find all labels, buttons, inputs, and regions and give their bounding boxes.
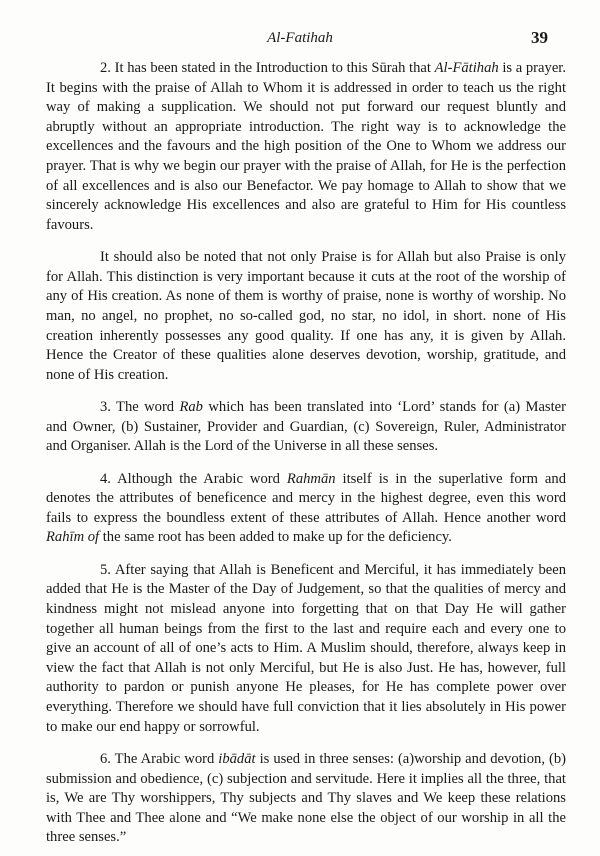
italic-term: ibādāt	[218, 750, 256, 767]
italic-term: Rahmān	[286, 470, 336, 487]
text-segment: 3. The word	[100, 399, 180, 416]
paragraph-day-of-judgement	[46, 561, 566, 737]
page-header	[0, 30, 600, 50]
body-text	[46, 59, 566, 848]
paragraph-praise-only-for-allah	[46, 248, 566, 385]
running-title: Al-Fatihah	[267, 30, 333, 46]
page-number: 39	[531, 28, 548, 47]
text-segment: itself is in the superlative form and denotes the attributes of beneficence and mercy in the highest degree, even this word fails to express the boundless extent of these attributes of Allah. Hence another word	[46, 470, 566, 526]
italic-term: Rahīm of	[46, 529, 100, 546]
paragraph-ibadat	[46, 750, 566, 848]
text-segment: 6. The Arabic word	[100, 750, 219, 767]
paragraph-rab	[46, 398, 566, 457]
text-segment: the same root has been added to make up for the deficiency.	[99, 529, 452, 546]
text-segment: It should also be noted that not only Praise is for Allah but also Praise is only for Allah. This distinction is very important because it cuts at the root of the worship of any of His creation. As none of them is worthy of praise, none is worthy of worship. No man, no angel, no prophet, no so-called god, no star, no idol, in short. none of His creation inherently possesses any good quality. If one has any, it is given by Allah. Hence the Creator of these qualities alone deserves devotion, worship, gratitude, and none of His creation.	[46, 249, 566, 383]
paragraph-praise-prayer	[46, 59, 566, 235]
italic-term: Rab	[179, 399, 203, 416]
text-segment: 2. It has been stated in the Introduction to this Sūrah that	[100, 60, 435, 76]
text-segment: is used in three senses: (a)worship and devotion, (b) submission and obedience, (c) subjection and servitude. Here it implies all the three, that is, We are Thy worshippers, Thy subjects and Thy slaves and We keep these relations with Thee and Thee alone and “We make none else the object of our worship in all the three senses.”	[46, 750, 566, 846]
italic-term: Al-Fātihah	[434, 60, 499, 76]
text-segment: which has been translated into ‘Lord’ stands for (a) Master and Owner, (b) Sustainer, Provider and Guardian, (c) Sovereign, Ruler, Administrator and Organiser. Allah is the Lord of the Universe in all these senses.	[46, 399, 566, 455]
text-segment: 5. After saying that Allah is Beneficent and Merciful, it has immediately been added that He is the Master of the Day of Judgement, so that the qualities of mercy and kindness might not mislead anyone into forgetting that on that Day He will gather together all human beings from the first to the last and require each and every one to give an account of all of one’s acts to Him. A Muslim should, therefore, always keep in view the fact that Allah is not only Merciful, but He is also Just. He has, however, full authority to pardon or punish anyone He pleases, for He has complete power over everything. Therefore we should have full conviction that it lies absolutely in His power to make our end happy or sorrowful.	[46, 561, 566, 735]
text-segment: is a prayer. It begins with the praise of Allah to Whom it is addressed in order to teach us the right way of making a supplication. We should not put forward our request bluntly and abruptly without an appropriate introduction. The right way is to acknowledge the excellences and the favours and the high position of the One to Whom we address our prayer. That is why we begin our prayer with the praise of Allah, for He is the perfection of all excellences and is also our Benefactor. We pay homage to Allah to show that we sincerely acknowledge His excellences and also are grateful to Him for His countless favours.	[46, 60, 566, 233]
text-segment: 4. Although the Arabic word	[100, 470, 287, 487]
paragraph-rahman	[46, 470, 566, 548]
